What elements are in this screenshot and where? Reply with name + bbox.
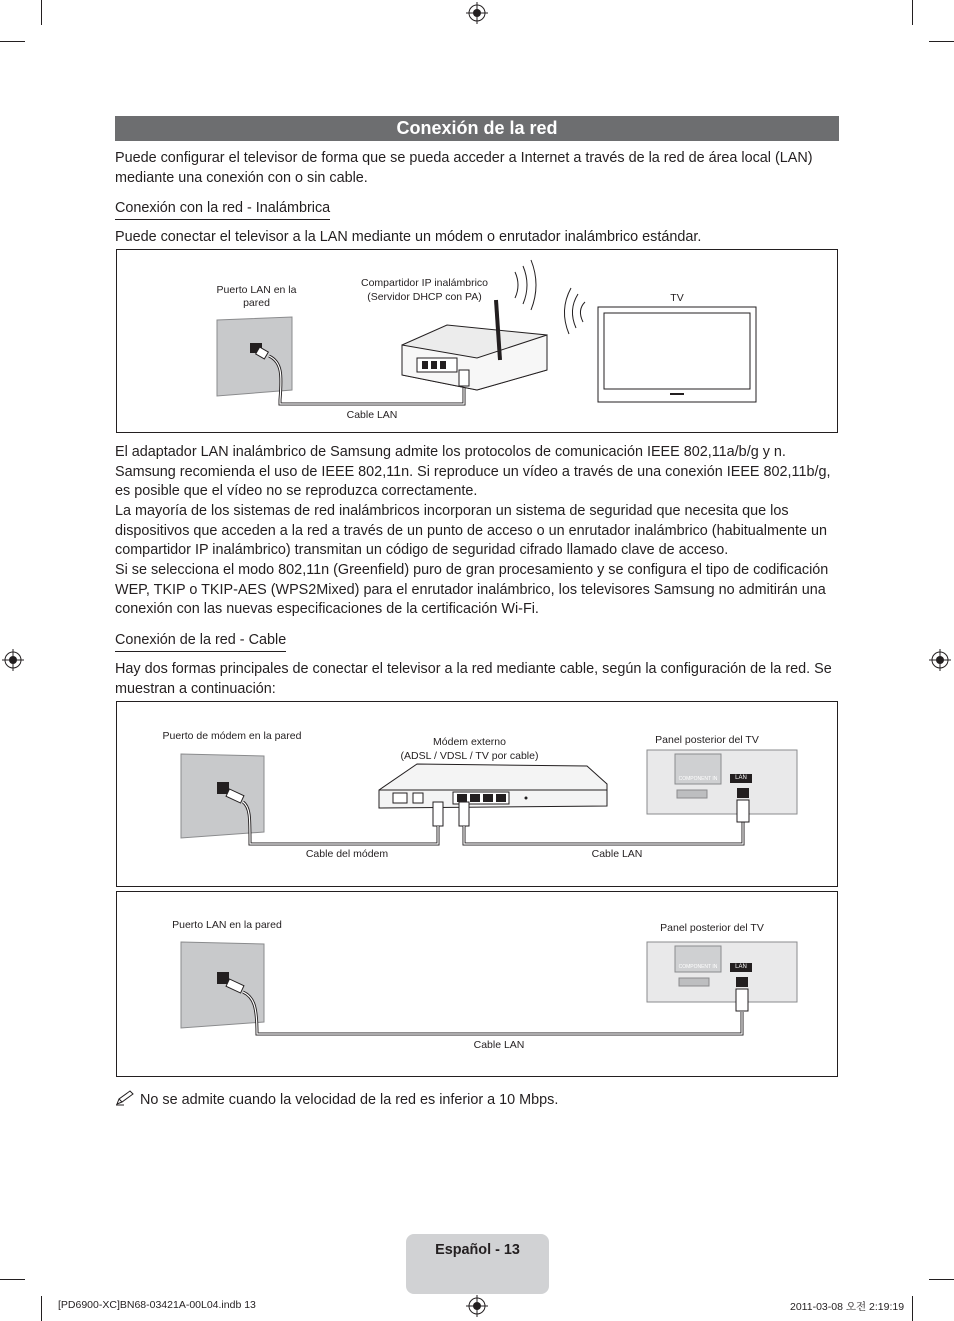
wireless-para-3: Si se selecciona el modo 802,11n (Greenfield) puro de gran procesamiento y se configura el tipo de codificación WEP, TKIP o TKIP-AES (WPS2Mixed) para el enrutador inalámbrico, los televisores Samsung no admitirán una conexión con las nuevas especificaciones de la certificación Wi-Fi.: [115, 562, 829, 617]
lan-cable: [464, 822, 743, 844]
wireless-para-2: La mayoría de los sistemas de red inalámbricos incorporan un sistema de seguridad que necesita que los dispositivos que acceden a la red a través de un punto de acceso o un enrutador inalámbrico (habitualmente un compartidor IP inalámbrico) transmitan un código de seguridad cifrado llamado clave de acceso.: [115, 503, 827, 558]
wall-lan-port-icon: [217, 972, 229, 984]
tv-rear-panel: [647, 750, 797, 814]
page-number: Español - 13: [435, 1242, 520, 1258]
wireless-heading: Conexión con la red - Inalámbrica: [115, 199, 330, 220]
registration-mark-icon: [466, 1295, 488, 1317]
wall-graphic: [181, 754, 264, 838]
wall-modem-port-icon: [217, 782, 229, 794]
cable-diagram-direct: [116, 891, 838, 1077]
lan-cable-label: Cable LAN: [591, 848, 643, 860]
modem-label-line2: (ADSL / VDSL / TV por cable): [400, 750, 539, 762]
crop-mark: [0, 1279, 25, 1280]
modem-cable: [243, 802, 438, 844]
crop-mark: [41, 0, 42, 25]
wireless-diagram: [116, 249, 838, 433]
intro-text: Puede configurar el televisor de forma que se pueda acceder a Internet a través de la red de área local (LAN) mediante una conexión con o sin cable.: [115, 150, 813, 186]
router-label-line1: Compartidor IP inalámbrico: [360, 277, 489, 289]
wall-graphic: [181, 942, 264, 1028]
wifi-waves-icon: [515, 260, 536, 310]
section-title: Conexión de la red: [115, 116, 839, 141]
registration-mark-icon: [929, 649, 951, 671]
panel-label: Panel posterior del TV: [660, 922, 764, 934]
crop-mark: [912, 0, 913, 25]
panel-label: Panel posterior del TV: [655, 734, 759, 746]
crop-mark: [929, 41, 954, 42]
footer-timestamp: 2011-03-08 오전 2:19:19: [790, 1301, 905, 1313]
cable-heading: Conexión de la red - Cable: [115, 631, 286, 652]
router-label-line2: (Servidor DHCP con PA): [367, 291, 482, 303]
cable-label: Cable LAN: [346, 409, 398, 421]
page-number-badge: [406, 1234, 549, 1294]
modem-label-line1: Módem externo: [433, 736, 506, 748]
tv-label: TV: [670, 292, 684, 304]
lan-cable-label: Cable LAN: [473, 1039, 525, 1051]
crop-mark: [912, 1296, 913, 1321]
registration-mark-icon: [466, 2, 488, 24]
wall-port-label: Puerto de módem en la pared: [162, 730, 302, 742]
modem-cable-label: Cable del módem: [305, 848, 389, 860]
crop-mark: [41, 1296, 42, 1321]
crop-mark: [929, 1279, 954, 1280]
footer-file: [PD6900-XC]BN68-03421A-00L04.indb 13: [58, 1299, 256, 1311]
pencil-note-icon: [115, 1090, 135, 1106]
tv-rear-panel: [647, 942, 797, 1002]
note-text: No se admite cuando la velocidad de la red es inferior a 10 Mbps.: [140, 1092, 559, 1108]
wireless-para-1: El adaptador LAN inalámbrico de Samsung admite los protocolos de comunicación IEEE 802,11a/b/g y n. Samsung recomienda el uso de IEEE 802,11n. Si reproduce un vídeo a través de una conexión IEEE 802,11b/g, es posible que el vídeo no se reproduzca correctamente.: [115, 444, 831, 499]
wifi-waves-icon: [564, 288, 585, 334]
cable-diagram-modem: [116, 701, 838, 887]
component-in-label: COMPONENT IN: [678, 964, 718, 970]
crop-mark: [0, 41, 25, 42]
lan-port-label: LAN: [735, 775, 747, 781]
cable-text: Hay dos formas principales de conectar el televisor a la red mediante cable, según la configuración de la red. Se muestran a continuación:: [115, 661, 832, 697]
wireless-text: Puede conectar el televisor a la LAN mediante un módem o enrutador inalámbrico estándar.: [115, 229, 702, 245]
wall-port-label: Puerto LAN en la pared: [216, 284, 297, 309]
wall-port-label: Puerto LAN en la pared: [172, 919, 282, 931]
registration-mark-icon: [2, 649, 24, 671]
lan-port-label: LAN: [735, 964, 747, 970]
component-in-label: COMPONENT IN: [678, 776, 718, 782]
